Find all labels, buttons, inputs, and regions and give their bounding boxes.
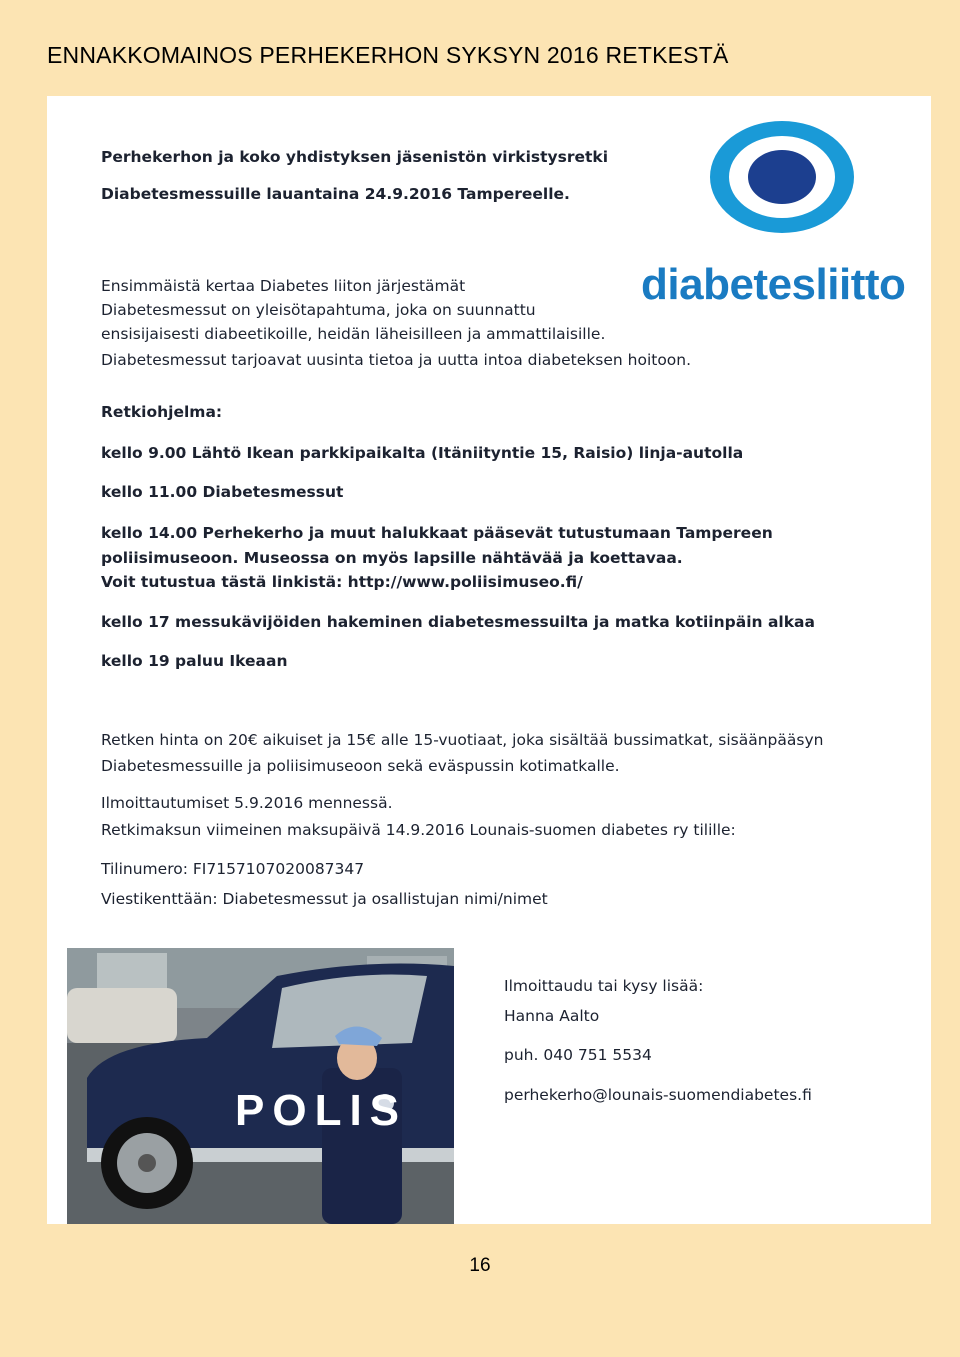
page-number: 16 <box>469 1255 491 1276</box>
message-field-instruction: Viestikenttään: Diabetesmessut ja osallistujan nimi/nimet <box>101 890 548 908</box>
contact-email[interactable]: perhekerho@lounais-suomendiabetes.fi <box>504 1086 812 1104</box>
intro-line-2: Diabetesmessuille lauantaina 24.9.2016 Tampereelle. <box>101 185 570 203</box>
pricing-line-2: Diabetesmessuille ja poliisimuseoon sekä eväspussin kotimatkalle. <box>101 757 620 775</box>
program-item-3-line-3: Voit tutustua tästä linkistä: http://www.poliisimuseo.fi/ <box>101 573 583 591</box>
contact-phone: puh. 040 751 5534 <box>504 1046 652 1064</box>
program-item-2: kello 11.00 Diabetesmessut <box>101 483 344 501</box>
description-line-3: ensisijaisesti diabeetikoille, heidän läheisilleen ja ammattilaisille. <box>101 325 606 343</box>
program-item-3-line-2: poliisimuseoon. Museossa on myös lapsille nähtävää ja koettavaa. <box>101 549 683 567</box>
program-item-3-line-1: kello 14.00 Perhekerho ja muut halukkaat pääsevät tutustumaan Tampereen <box>101 524 773 542</box>
flyer-sheet <box>47 96 931 1224</box>
car-door-text: POLIS <box>235 1086 408 1135</box>
diabetesliitto-logo-text: diabetesliitto <box>641 260 906 309</box>
program-item-5: kello 19 paluu Ikeaan <box>101 652 288 670</box>
description-line-2: Diabetesmessut on yleisötapahtuma, joka on suunnattu <box>101 301 536 319</box>
page-title: ENNAKKOMAINOS PERHEKERHON SYKSYN 2016 RETKESTÄ <box>47 42 729 68</box>
police-car-photo <box>67 948 454 1224</box>
contact-heading: Ilmoittaudu tai kysy lisää: <box>504 977 704 995</box>
registration-deadline: Ilmoittautumiset 5.9.2016 mennessä. <box>101 794 393 812</box>
diabetesliitto-logo-icon <box>707 118 857 236</box>
account-number: Tilinumero: FI7157107020087347 <box>101 860 365 878</box>
payment-deadline: Retkimaksun viimeinen maksupäivä 14.9.2016 Lounais-suomen diabetes ry tilille: <box>101 821 736 839</box>
program-item-1: kello 9.00 Lähtö Ikean parkkipaikalta (Itäniityntie 15, Raisio) linja-autolla <box>101 444 744 462</box>
contact-name: Hanna Aalto <box>504 1007 600 1025</box>
pricing-line-1: Retken hinta on 20€ aikuiset ja 15€ alle 15-vuotiaat, joka sisältää bussimatkat, sisäänpääsyn <box>101 731 824 749</box>
program-heading: Retkiohjelma: <box>101 403 223 421</box>
program-item-4: kello 17 messukävijöiden hakeminen diabetesmessuilta ja matka kotiinpäin alkaa <box>101 613 815 631</box>
description-line-1: Ensimmäistä kertaa Diabetes liiton järjestämät <box>101 277 466 295</box>
description-line-4: Diabetesmessut tarjoavat uusinta tietoa ja uutta intoa diabeteksen hoitoon. <box>101 351 692 369</box>
intro-line-1: Perhekerhon ja koko yhdistyksen jäsenistön virkistysretki <box>101 148 609 166</box>
